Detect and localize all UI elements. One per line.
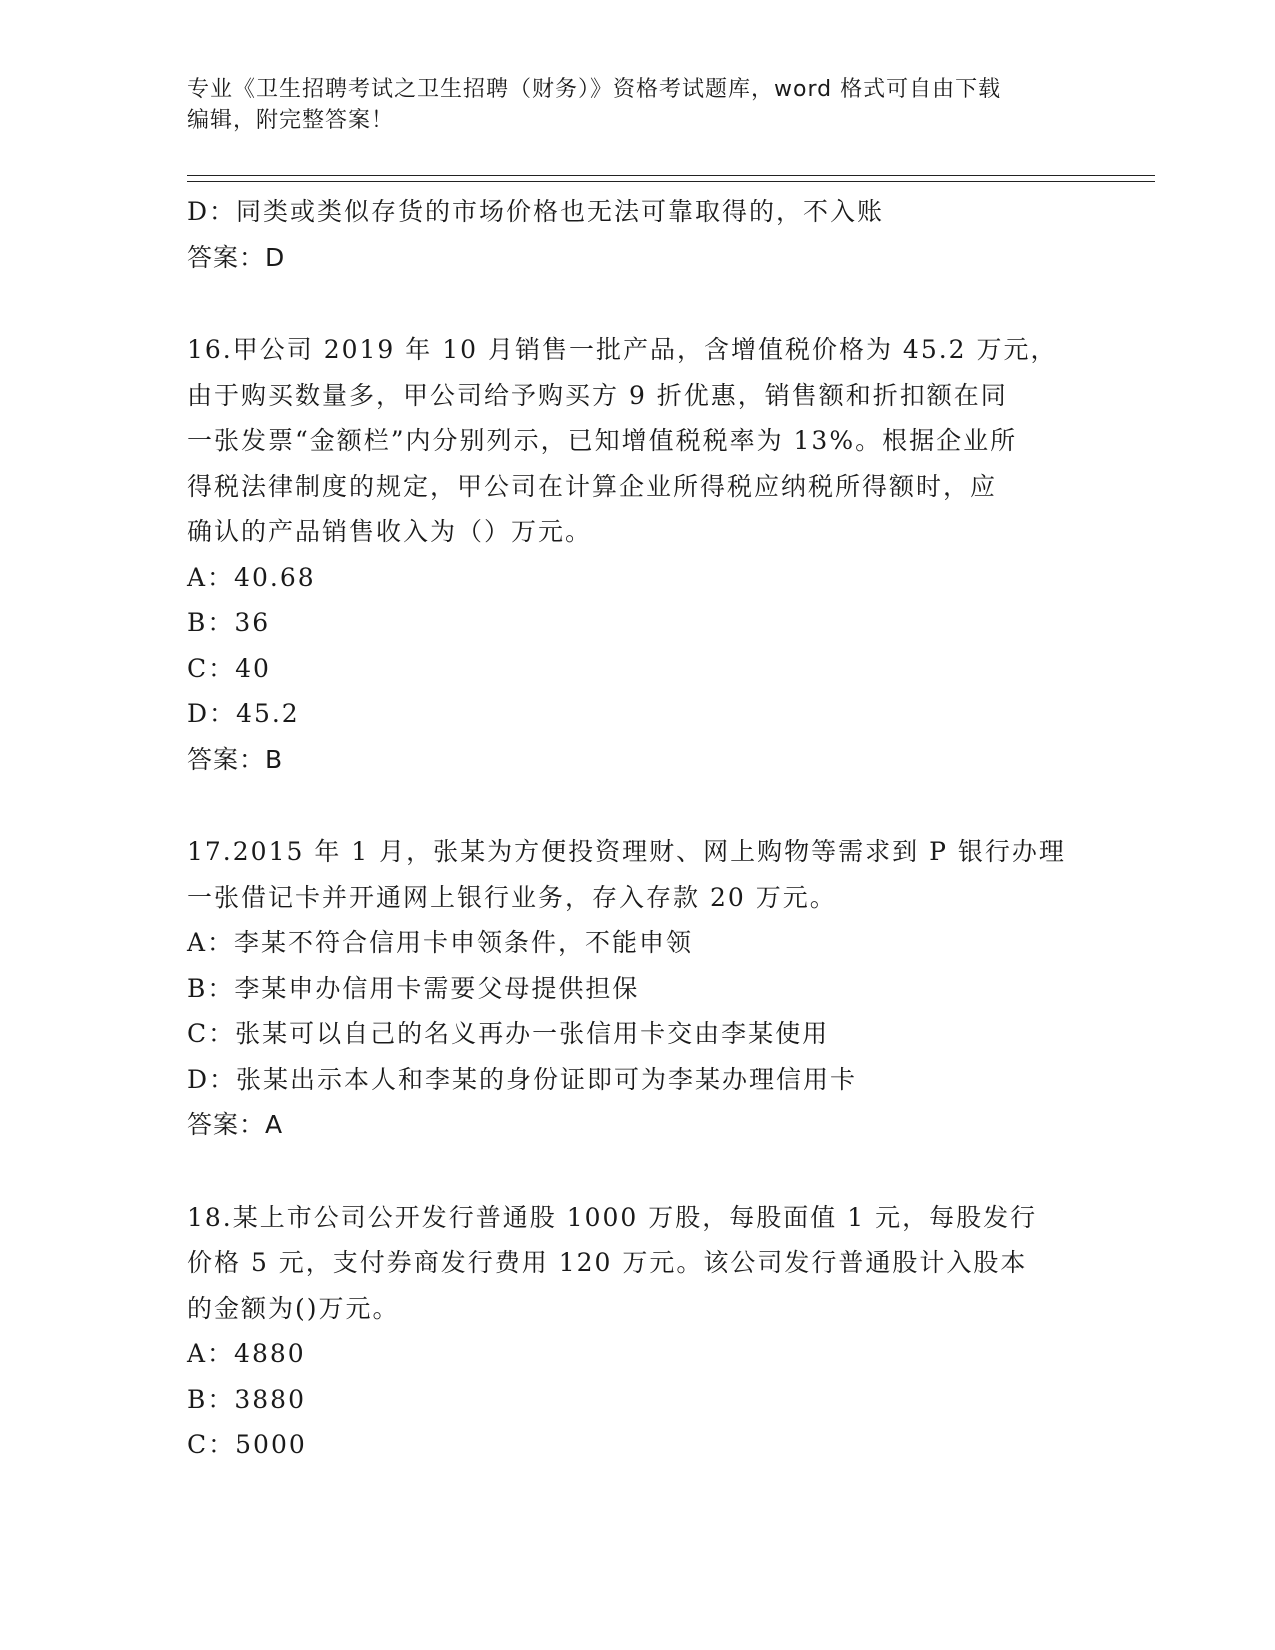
q17-option-d: D：张某出示本人和李某的身份证即可为李某办理信用卡 xyxy=(187,1064,858,1094)
q18-option-b: B：3880 xyxy=(187,1384,306,1414)
header-rule-top xyxy=(187,175,1155,176)
q17-option-c: C：张某可以自己的名义再办一张信用卡交由李某使用 xyxy=(187,1019,830,1048)
q17-answer: 答案：A xyxy=(187,1110,284,1139)
q16-stem-line: 一张发票“金额栏”内分别列示，已知增值税税率为 13%。根据企业所 xyxy=(187,426,1018,455)
q17-stem-line: 一张借记卡并开通网上银行业务，存入存款 20 万元。 xyxy=(187,882,837,912)
header-rule-bottom xyxy=(187,181,1155,182)
q17-stem-line: 17.2015 年 1 月，张某为方便投资理财、网上购物等需求到 P 银行办理 xyxy=(187,837,1066,866)
question-17 xyxy=(187,829,1087,1148)
question-16 xyxy=(187,327,1087,782)
q16-stem-line: 由于购买数量多，甲公司给予购买方 9 折优惠，销售额和折扣额在同 xyxy=(187,380,1008,410)
q18-stem-line: 18.某上市公司公开发行普通股 1000 万股，每股面值 1 元，每股发行 xyxy=(187,1202,1038,1232)
document-header xyxy=(187,74,1067,136)
q16-option-d: D：45.2 xyxy=(187,699,300,728)
question-18 xyxy=(187,1195,1087,1468)
q18-stem-line: 价格 5 元，支付券商发行费用 120 万元。该公司发行普通股计入股本 xyxy=(187,1248,1028,1277)
q16-option-a: A：40.68 xyxy=(187,562,316,592)
spacer xyxy=(187,1148,1087,1195)
q16-option-b: B：36 xyxy=(187,608,271,637)
q18-option-a: A：4880 xyxy=(187,1339,306,1368)
q16-stem-line: 得税法律制度的规定，甲公司在计算企业所得税应纳税所得额时，应 xyxy=(187,471,998,501)
q18-option-c: C：5000 xyxy=(187,1430,307,1459)
header-line-1: 专业《卫生招聘考试之卫生招聘（财务）》资格考试题库，word 格式可自由下载 xyxy=(187,77,1002,102)
spacer xyxy=(187,782,1087,829)
question-content xyxy=(187,189,1087,1468)
header-line-2: 编辑，附完整答案！ xyxy=(187,108,395,133)
q17-option-a: A：李某不符合信用卡申领条件，不能申领 xyxy=(187,928,694,957)
q16-stem-line: 16.甲公司 2019 年 10 月销售一批产品，含增值税价格为 45.2 万元， xyxy=(187,335,1058,364)
q18-stem-line: 的金额为()万元。 xyxy=(187,1293,400,1323)
q16-answer: 答案：B xyxy=(187,744,284,774)
prev-answer: 答案：D xyxy=(187,242,286,272)
spacer xyxy=(187,280,1087,327)
q17-option-b: B：李某申办信用卡需要父母提供担保 xyxy=(187,973,640,1003)
q16-stem-line: 确认的产品销售收入为（）万元。 xyxy=(187,517,593,546)
prev-option-d: D：同类或类似存货的市场价格也无法可靠取得的，不入账 xyxy=(187,197,885,226)
q16-option-c: C：40 xyxy=(187,653,271,683)
